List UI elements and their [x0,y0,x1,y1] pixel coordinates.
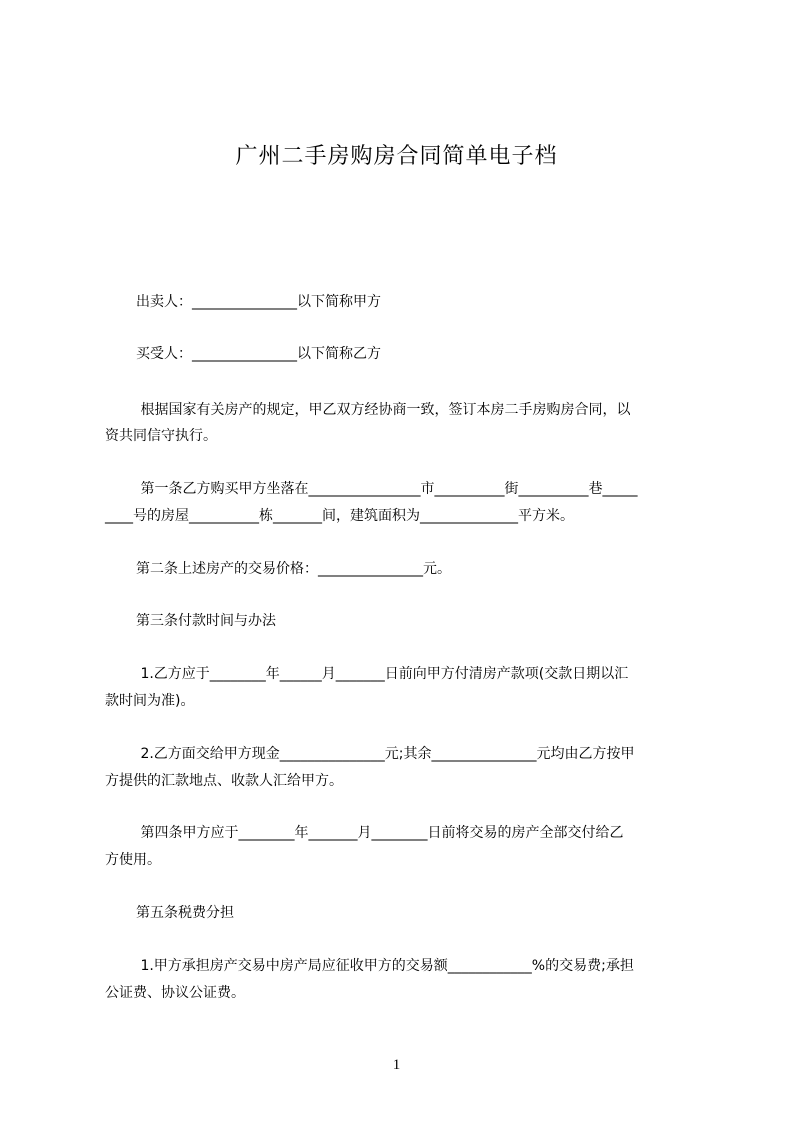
article-5-item-1-line-1: 1.甲方承担房产交易中房产局应征收甲方的交易额____________%的交易费;承担 [136,958,634,974]
article-2-line: 第二条上述房产的交易价格：_______________元。 [136,561,451,577]
article-3-item-1-line-2: 款时间为准)。 [105,693,195,709]
preamble-line-2: 资共同信守执行。 [105,428,217,444]
article-1-line-1: 第一条乙方购买甲方坐落在________________市__________街__________巷_____ [136,481,638,497]
seller-line: 出卖人：_______________以下简称甲方 [136,294,381,310]
article-4-line-1: 第四条甲方应于________年_______月________日前将交易的房产全部交付给乙 [136,825,624,841]
article-3-item-2-line-2: 方提供的汇款地点、收款人汇给甲方。 [105,773,343,789]
article-5-line: 第五条税费分担 [136,905,234,921]
article-3-item-2-line-1: 2.乙方面交给甲方现金_______________元;其余_______________元均由乙方按甲 [136,746,635,762]
preamble-line-1: 根据国家有关房产的规定，甲乙双方经协商一致，签订本房二手房购房合同，以 [136,402,631,418]
article-5-item-1-line-2: 公证费、协议公证费。 [105,985,245,1001]
buyer-line: 买受人：_______________以下简称乙方 [136,346,381,362]
document-title: 广州二手房购房合同简单电子档 [235,144,558,169]
article-3-line: 第三条付款时间与办法 [136,613,276,629]
article-1-line-2: ____号的房屋__________栋_______间，建筑面积为______________平方米。 [105,508,574,524]
page-number: 1 [392,1057,401,1073]
article-4-line-2: 方使用。 [105,852,161,868]
article-3-item-1-line-1: 1.乙方应于________年______月_______日前向甲方付清房产款项(交款日期以汇 [136,666,629,682]
